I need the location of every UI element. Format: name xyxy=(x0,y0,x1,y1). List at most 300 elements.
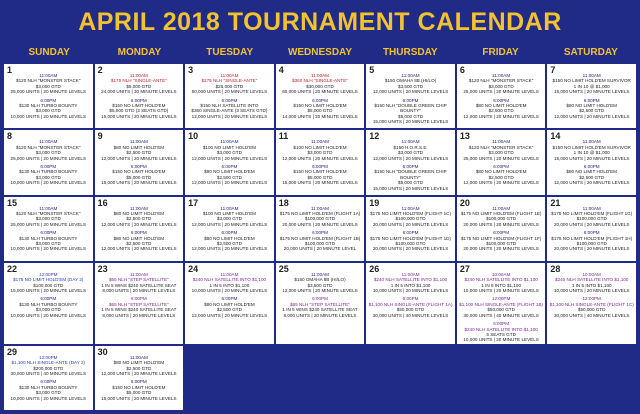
day-number: 13 xyxy=(459,131,470,142)
tournament-event xyxy=(6,355,91,377)
event-name: $130 NLH TURBO BOUNTY xyxy=(19,301,78,307)
event-detail: 12,000 UNITS | 20 MINUTE LEVELS xyxy=(282,155,358,161)
event-prize: $5,000 GTD xyxy=(307,174,333,180)
event-detail: 12,000 UNITS | 20 MINUTE LEVELS xyxy=(191,221,268,227)
event-time: 11:00AM xyxy=(401,139,420,145)
event-prize: $2,500 GTD xyxy=(216,241,242,246)
event-name: $150 NO LIMIT HOLD'EM xyxy=(112,169,166,175)
event-detail: 60,000 UNITS | 20 MINUTE LEVELS xyxy=(282,89,358,95)
event-prize: $2,500 GTD xyxy=(216,174,242,180)
day-cell xyxy=(4,346,93,410)
event-prize: $3,000 GTD xyxy=(488,83,514,89)
event-detail: 20,000 UNITS | 20 MINUTE LEVELS xyxy=(372,246,449,252)
tournament-event xyxy=(549,164,634,186)
event-name: $240 NLH SATELLITE INTO $1,100 xyxy=(555,277,629,283)
tournament-event xyxy=(187,98,272,120)
event-time: 11:00AM xyxy=(492,73,511,78)
day-number: 2 xyxy=(97,65,103,75)
event-name: $65 NLH "STEP SATELLITE" xyxy=(290,301,350,307)
event-detail: 10,000 UNITS | 20 MINUTE LEVELS xyxy=(10,113,87,119)
tournament-event xyxy=(459,98,544,120)
day-number: 23 xyxy=(97,263,108,274)
event-prize: $5,000 GTD xyxy=(126,83,152,89)
event-name: $150 H.O.R.S.E. xyxy=(393,144,428,150)
event-name: $175 NO LIMIT HOLD'EM (FLIGHT 1C) xyxy=(370,210,451,216)
event-time: 11:00AM xyxy=(129,139,148,145)
event-name: $80 NO LIMIT HOLD'EM xyxy=(475,169,527,175)
day-cell xyxy=(95,263,184,344)
event-detail: 12,000 UNITS | 20 MINUTE LEVELS xyxy=(372,89,449,95)
event-detail: 24,000 UNITS | 30 MINUTE LEVELS xyxy=(101,89,177,95)
event-prize: $2,500 GTD xyxy=(579,174,605,180)
tournament-event xyxy=(97,73,182,95)
event-prize: 1 IN 5 INTO $1,100 xyxy=(571,282,612,288)
event-detail: 15,000 UNITS | 20 MINUTE LEVELS xyxy=(101,395,177,401)
tournament-event xyxy=(549,272,634,294)
event-detail: 25,000 UNITS | 20 MINUTE LEVELS xyxy=(10,221,87,227)
event-prize: $2,500 GTD xyxy=(488,174,514,180)
event-prize: $3,000 GTD xyxy=(35,174,61,180)
day-number: 28 xyxy=(550,263,561,274)
event-name: $150 OMAHA 8B (HI/LO) xyxy=(384,78,437,84)
day-cell xyxy=(547,64,636,128)
day-cell xyxy=(457,197,546,261)
event-time: 6:00PM xyxy=(402,163,419,169)
event-prize: $100,000 GTD xyxy=(576,241,607,246)
event-name: $1,100 NLH SINGLE-ANTE (FLIGHT 1C) xyxy=(549,301,634,307)
event-name: $120 NLH "MONSTER STACK" xyxy=(16,78,81,84)
tournament-event xyxy=(278,139,363,161)
day-cell xyxy=(457,130,546,194)
event-detail: 20,000 UNITS | 20 MINUTE LEVEL xyxy=(283,246,357,252)
day-cell xyxy=(185,130,274,194)
event-time: 11:00AM xyxy=(220,205,239,211)
event-prize: $5,000 GTD xyxy=(126,390,152,396)
event-prize: $3,000 GTD xyxy=(216,150,242,156)
event-time: 11:00AM xyxy=(129,354,148,360)
event-name: $175 NO LIMIT HOLD'EM (FLIGHT 1E) xyxy=(460,210,542,216)
empty-day-cell xyxy=(457,346,546,410)
event-name: $80 NO LIMIT HOLD'EM xyxy=(113,235,165,241)
event-prize: $200,000 GTD xyxy=(33,365,64,371)
event-detail: 20,000 UNITS | 20 MINUTE LEVELS xyxy=(463,221,539,227)
event-name: $150 NLH SATELLITE INTO xyxy=(200,103,259,109)
event-prize: $2,500 GTD xyxy=(126,150,152,156)
event-time: 6:00PM xyxy=(221,163,238,169)
event-prize: $5,000 GTD (3 SEATS GTD) xyxy=(109,108,169,114)
day-cell xyxy=(547,197,636,261)
event-prize: 1 IN 5 INTO $1,100 xyxy=(209,282,250,288)
event-name: $1,100 NLH SINGLE-ANTE (FLIGHT 1B) xyxy=(459,301,544,307)
day-number: 7 xyxy=(550,65,556,75)
event-detail: 12,000 UNITS | 20 MINUTE LEVELS xyxy=(282,288,358,294)
event-time: 6:00PM xyxy=(40,163,57,169)
event-prize: $100,000 GTD xyxy=(486,216,517,222)
event-prize: $5,000 GTD xyxy=(398,113,424,119)
event-time: 6:00PM xyxy=(130,296,147,302)
day-cell xyxy=(185,64,274,128)
event-prize: $5,000 GTD xyxy=(307,108,333,114)
event-name: $80 NO LIMIT HOLD'EM xyxy=(204,169,255,175)
day-number: 29 xyxy=(7,346,18,357)
event-time: 10:00AM xyxy=(491,271,511,277)
event-detail: 20,000 UNITS | 20 MINUTE LEVELS xyxy=(372,221,449,227)
event-detail: 20,000 UNITS | 20 MINUTE LEVELS xyxy=(282,221,358,227)
tournament-event xyxy=(97,230,182,252)
event-detail: 25,000 UNITS | 20 MINUTE LEVELS xyxy=(10,155,87,161)
event-time: 6:00PM xyxy=(493,97,510,103)
tournament-event xyxy=(278,230,363,252)
event-detail: 10,000 UNITS | 20 MINUTE LEVELS xyxy=(10,180,87,186)
event-detail: 30,000 UNITS | 40 MINUTE LEVELS xyxy=(372,312,449,318)
event-time: 6:00PM xyxy=(402,296,419,302)
event-name: $150 OMAHA 8B (HI/LO) xyxy=(294,277,346,283)
event-detail: 12,000 UNITS | 20 MINUTE LEVELS xyxy=(101,155,177,161)
event-time: 11:00AM xyxy=(582,205,601,211)
tournament-event xyxy=(368,296,453,318)
event-detail: 15,000 UNITS | 20 MINUTE LEVELS xyxy=(372,185,449,191)
event-prize: $50,000 GTD xyxy=(487,307,515,313)
day-cell xyxy=(4,197,93,261)
event-detail: 12,000 UNITS | 20 MINUTE LEVELS xyxy=(191,113,268,119)
day-number: 9 xyxy=(97,131,103,142)
event-detail: 15,000 UNITS | 20 MINUTE LEVELS xyxy=(372,119,449,125)
day-cell xyxy=(366,263,455,344)
event-name: $175 NO LIMIT HOLD'EM (FLIGHT 1H) xyxy=(551,235,633,241)
day-cell xyxy=(457,263,546,344)
event-prize: $3,000 GTD xyxy=(35,216,61,222)
event-prize: $3,000 GTD xyxy=(35,390,61,396)
event-prize: $100,000 GTD xyxy=(304,241,336,246)
day-number: 21 xyxy=(550,197,561,208)
event-detail: 12,000 UNITS | 20 MINUTE LEVELS xyxy=(463,113,539,119)
event-detail: 12,000 UNITS | 20 MINUTE LEVELS xyxy=(101,370,177,376)
event-name: $80 NO LIMIT HOLD'EM xyxy=(475,103,527,109)
event-time: 6:00PM xyxy=(221,230,238,236)
day-number: 4 xyxy=(278,65,284,75)
event-prize: $3,500 GTD xyxy=(307,282,333,288)
event-prize: $100,000 GTD xyxy=(395,216,426,222)
event-name: $120 NLH "MONSTER STACK" xyxy=(468,144,534,150)
event-name: $150 NO LIMIT HOLD'EM SURVIVOR xyxy=(552,78,631,84)
event-prize: $5,000 GTD xyxy=(126,174,152,180)
day-cell xyxy=(185,263,274,344)
tournament-event xyxy=(97,164,182,186)
event-detail: 30,000 UNITS | 40 MINUTE LEVELS xyxy=(463,312,539,318)
tournament-event xyxy=(6,139,91,161)
event-detail: 15,000 UNITS | 20 MINUTE LEVELS xyxy=(10,288,87,294)
event-detail: 25,000 UNITS | 20 MINUTE LEVELS xyxy=(463,89,539,95)
event-name: $275 NLH "SINGLE-ANTE" xyxy=(201,78,258,84)
day-number: 22 xyxy=(7,263,18,274)
event-name: $80 NO LIMIT HOLD'EM xyxy=(566,169,617,175)
tournament-event xyxy=(187,139,272,161)
day-number: 10 xyxy=(188,131,199,142)
event-name: $80 NO LIMIT HOLD'EM xyxy=(204,235,255,241)
event-detail: 10,000 UNITS | 20 MINUTE LEVELS xyxy=(553,288,630,294)
event-prize: $100,000 GTD xyxy=(395,241,426,246)
tournament-event xyxy=(459,296,544,318)
event-detail: 10,000 UNITS | 20 MINUTE LEVELS xyxy=(191,288,268,294)
event-prize: $2,500 GTD xyxy=(488,108,514,114)
tournament-event xyxy=(187,296,272,318)
event-name: $175 NO LIMIT HOLD'EM (FLIGHT 1G) xyxy=(551,210,633,216)
page-title: APRIL 2018 TOURNAMENT CALENDAR xyxy=(78,8,562,36)
day-number: 6 xyxy=(459,65,465,75)
tournament-event xyxy=(6,206,91,228)
event-name: $120 NLH "MONSTER STACK" xyxy=(468,78,534,84)
tournament-event xyxy=(6,230,91,252)
event-name: $150 NO LIMIT HOLD'EM xyxy=(293,103,347,109)
event-name: $175 NO LIMIT HOLD'EM (FLIGHT 1B) xyxy=(279,235,361,241)
event-time: 11:00AM xyxy=(220,271,239,277)
event-name: $175 NLH "SINGLE-ANTE" xyxy=(110,78,167,84)
event-time: 6:00PM xyxy=(221,296,238,302)
event-time: 11:00AM xyxy=(39,73,58,78)
event-prize: $360 SINGLE-ANTE (3 SEATS GTD) xyxy=(191,108,268,114)
event-prize: $50,000 GTD xyxy=(396,307,425,313)
event-detail: 12,000 UNITS | 20 MINUTE LEVELS xyxy=(191,246,268,252)
event-time: 6:00PM xyxy=(312,296,328,302)
event-prize: $3,000 GTD xyxy=(488,150,514,156)
event-detail: 14,000 UNITS | 20 MINUTE LEVELS xyxy=(282,113,358,119)
event-name: $150 NLH "DOUBLE GREEN CHIP BOUNTY" xyxy=(374,103,447,114)
dow-sunday: SUNDAY xyxy=(28,47,70,58)
event-prize: $2,500 GTD xyxy=(126,216,152,222)
event-prize: $3,000 GTD xyxy=(35,307,61,313)
tournament-event xyxy=(97,379,182,401)
event-prize: $3,000 GTD xyxy=(307,150,333,156)
event-prize: $3,000 GTD xyxy=(35,150,61,156)
event-name: $360 NLH "SINGLE-ANTE" xyxy=(292,78,348,84)
event-time: 6:00PM xyxy=(493,163,510,169)
event-prize: 1 IN 10 @ $1,000 xyxy=(573,83,610,89)
day-number: 24 xyxy=(188,263,199,274)
event-detail: 12,000 UNITS | 20 MINUTE LEVELS xyxy=(101,246,177,252)
day-number: 30 xyxy=(97,346,108,357)
event-name: $80 NO LIMIT HOLD'EM xyxy=(566,103,617,109)
tournament-event xyxy=(97,272,182,294)
event-time: 6:00PM xyxy=(583,97,600,103)
event-name: $80 NO LIMIT HOLD'EM xyxy=(204,301,255,307)
event-name: $175 NO LIMIT HOLD'EM (DAY 2) xyxy=(13,277,84,283)
day-cell xyxy=(4,130,93,194)
event-name: $100 NO LIMIT HOLD'EM xyxy=(202,144,256,150)
event-detail: 12,000 UNITS | 20 MINUTE LEVELS xyxy=(191,180,268,186)
event-time: 11:00AM xyxy=(492,139,511,145)
event-time: 6:00PM xyxy=(40,97,57,103)
event-time: 6:00PM xyxy=(583,230,600,236)
event-name: $240 NLH SATELLITE INTO $1,100 xyxy=(464,326,538,332)
event-name: $80 NO LIMIT HOLD'EM xyxy=(113,360,165,366)
event-detail: 15,000 UNITS | 20 MINUTE LEVELS xyxy=(101,180,177,186)
event-name: $1,100 NLH SINGLE-ANTE (DAY 2) xyxy=(11,360,86,366)
event-detail: 10,000 UNITS | 20 MINUTE LEVELS xyxy=(10,395,87,401)
tournament-event xyxy=(459,206,544,228)
event-time: 10:00AM xyxy=(582,271,601,277)
event-prize: $30,000 GTD xyxy=(306,83,334,89)
event-prize: $2,500 GTD xyxy=(126,365,152,371)
tournament-event xyxy=(278,296,363,318)
tournament-event xyxy=(459,164,544,186)
event-time: 11:00AM xyxy=(310,73,330,78)
event-detail: 15,000 UNITS | 20 MINUTE LEVELS xyxy=(101,113,177,119)
event-time: 11:00AM xyxy=(220,139,239,145)
tournament-event xyxy=(97,98,182,120)
tournament-event xyxy=(97,355,182,377)
event-time: 11:00AM xyxy=(310,139,330,145)
day-cell xyxy=(95,346,184,410)
event-name: $130 NLH TURBO BOUNTY xyxy=(19,384,78,390)
event-name: $240 NLH SATELLITE INTO $1,100 xyxy=(373,277,448,283)
empty-day-cell xyxy=(276,346,365,410)
event-time: 6:00PM xyxy=(130,379,147,385)
dow-wednesday: WEDNESDAY xyxy=(287,47,353,58)
day-number: 11 xyxy=(278,131,289,142)
event-time: 6:00PM xyxy=(40,379,57,385)
event-detail: 15,000 UNITS | 20 MINUTE LEVELS xyxy=(553,155,630,161)
event-detail: 50,000 UNITS | 20 MINUTE LEVELS xyxy=(191,89,268,95)
event-detail: 12,000 UNITS | 20 MINUTE LEVELS xyxy=(463,180,539,186)
day-cell xyxy=(95,197,184,261)
tournament-event xyxy=(368,206,453,228)
tournament-event xyxy=(459,272,544,294)
day-cell xyxy=(185,197,274,261)
dow-monday: MONDAY xyxy=(117,47,162,58)
event-prize: $5,000 GTD xyxy=(398,180,424,186)
event-time: 11:00AM xyxy=(401,73,420,78)
tournament-event xyxy=(6,296,91,318)
tournament-event xyxy=(278,206,363,228)
event-time: 6:00PM xyxy=(130,230,147,236)
event-name: $150 NO LIMIT HOLD'EM xyxy=(112,103,166,109)
empty-day-cell xyxy=(366,346,455,410)
tournament-event xyxy=(368,98,453,125)
event-name: $100 NO LIMIT HOLD'EM xyxy=(202,210,256,216)
event-prize: $3,000 GTD xyxy=(35,108,61,114)
tournament-event xyxy=(187,164,272,186)
event-time: 6:00PM xyxy=(312,163,328,169)
tournament-event xyxy=(6,272,91,294)
event-detail: 12,000 UNITS | 20 MINUTE LEVELS xyxy=(553,113,630,119)
event-detail: 10,000 UNITS | 20 MINUTE LEVELS xyxy=(10,312,87,318)
event-time: 6:00PM xyxy=(493,321,510,327)
event-prize: $100,000 GTD xyxy=(33,282,64,288)
event-name: $120 NLH "MONSTER STACK" xyxy=(16,144,81,150)
event-prize: 1 IN 5 INTO $1,100 xyxy=(390,282,431,288)
event-detail: 12,000 UNITS | 20 MINUTE LEVELS xyxy=(191,155,268,161)
event-time: 11:00AM xyxy=(129,271,148,277)
event-time: 6:00PM xyxy=(402,230,419,236)
event-time: 6:00PM xyxy=(493,230,510,236)
day-cell xyxy=(95,130,184,194)
event-detail: 8,000 UNITS | 20 MINUTE LEVELS xyxy=(102,288,176,294)
event-time: 11:00AM xyxy=(401,271,420,277)
event-time: 12:00PM xyxy=(491,296,511,302)
event-name: $80 NO LIMIT HOLD'EM xyxy=(113,144,165,150)
tournament-event xyxy=(278,164,363,186)
event-prize: 1 IN 5 WINS $240 SATELLITE SEAT xyxy=(101,307,177,313)
day-number: 15 xyxy=(7,197,18,208)
event-prize: 1 IN 5 WINS $240 SATELLITE SEAT xyxy=(101,282,177,288)
tournament-event xyxy=(97,296,182,318)
event-time: 11:00AM xyxy=(39,139,58,145)
event-time: 6:00PM xyxy=(40,296,57,302)
empty-day-cell xyxy=(185,346,274,410)
event-name: $150 NO LIMIT HOLD'EM xyxy=(293,169,347,175)
event-time: 6:00PM xyxy=(312,230,328,236)
tournament-event xyxy=(6,379,91,401)
event-prize: $2,500 GTD xyxy=(579,108,605,114)
day-cell xyxy=(276,197,365,261)
event-prize: $100,000 GTD xyxy=(486,241,517,246)
day-number: 12 xyxy=(369,131,380,142)
event-prize: $3,000 GTD xyxy=(216,216,242,222)
event-time: 6:00PM xyxy=(221,97,238,103)
day-cell xyxy=(276,64,365,128)
event-prize: $100,000 GTD xyxy=(304,216,336,222)
event-detail: 8,000 UNITS | 20 MINUTE LEVELS xyxy=(102,312,176,318)
event-time: 11:00AM xyxy=(129,73,148,78)
event-prize: $3,000 GTD xyxy=(35,241,61,246)
event-name: $65 NLH "STEP SATELLITE" xyxy=(108,301,169,307)
event-time: 11:00AM xyxy=(310,205,330,211)
event-detail: 20,000 UNITS | 20 MINUTE LEVELS xyxy=(553,246,630,252)
tournament-event xyxy=(368,164,453,191)
tournament-event xyxy=(368,230,453,252)
tournament-event xyxy=(549,139,634,161)
event-time: 11:00AM xyxy=(310,271,330,277)
event-time: 11:00AM xyxy=(582,73,601,78)
event-time: 6:00PM xyxy=(40,230,57,236)
event-time: 6:00PM xyxy=(312,97,328,103)
event-time: 6:00PM xyxy=(130,97,147,103)
event-time: 6:00PM xyxy=(402,97,419,103)
tournament-event xyxy=(187,73,272,95)
day-cell xyxy=(276,130,365,194)
event-name: $130 NLH TURBO BOUNTY xyxy=(19,169,78,175)
event-detail: 15,000 UNITS | 20 MINUTE LEVELS xyxy=(282,180,358,186)
event-detail: 25,000 UNITS | 20 MINUTE LEVELS xyxy=(463,155,539,161)
event-detail: 10,000 UNITS | 20 MINUTE LEVELS xyxy=(463,288,539,294)
day-cell xyxy=(547,263,636,344)
tournament-event xyxy=(187,206,272,228)
event-detail: 10,000 UNITS | 20 MINUTE LEVELS xyxy=(372,288,449,294)
event-prize: 1 IN 5 INTO $1,100 xyxy=(481,282,521,288)
event-detail: 25,000 UNITS | 20 MINUTE LEVELS xyxy=(10,89,87,95)
empty-day-cell xyxy=(547,346,636,410)
day-number: 5 xyxy=(369,65,375,75)
day-number: 19 xyxy=(369,197,380,208)
day-number: 17 xyxy=(188,197,199,208)
tournament-event xyxy=(97,139,182,161)
event-detail: 10,000 UNITS | 20 MINUTE LEVELS xyxy=(10,246,87,252)
tournament-event xyxy=(459,321,544,343)
event-name: $175 NO LIMIT HOLD'EM (FLIGHT 1D) xyxy=(370,235,451,241)
day-cell xyxy=(366,64,455,128)
tournament-event xyxy=(6,98,91,120)
tournament-event xyxy=(368,272,453,294)
tournament-event xyxy=(6,164,91,186)
day-cell xyxy=(4,263,93,344)
event-detail: 20,000 UNITS | 20 MINUTE LEVELS xyxy=(553,221,630,227)
day-number: 3 xyxy=(188,65,194,75)
event-name: $240 NLH SATELLITE INTO $1,100 xyxy=(192,277,267,283)
event-name: $130 NLH TURBO BOUNTY xyxy=(19,235,78,241)
day-number: 14 xyxy=(550,131,561,142)
event-name: $1,100 NLH SINGLE-ANTE (FLIGHT 1A) xyxy=(368,301,453,307)
day-number: 25 xyxy=(278,263,289,274)
